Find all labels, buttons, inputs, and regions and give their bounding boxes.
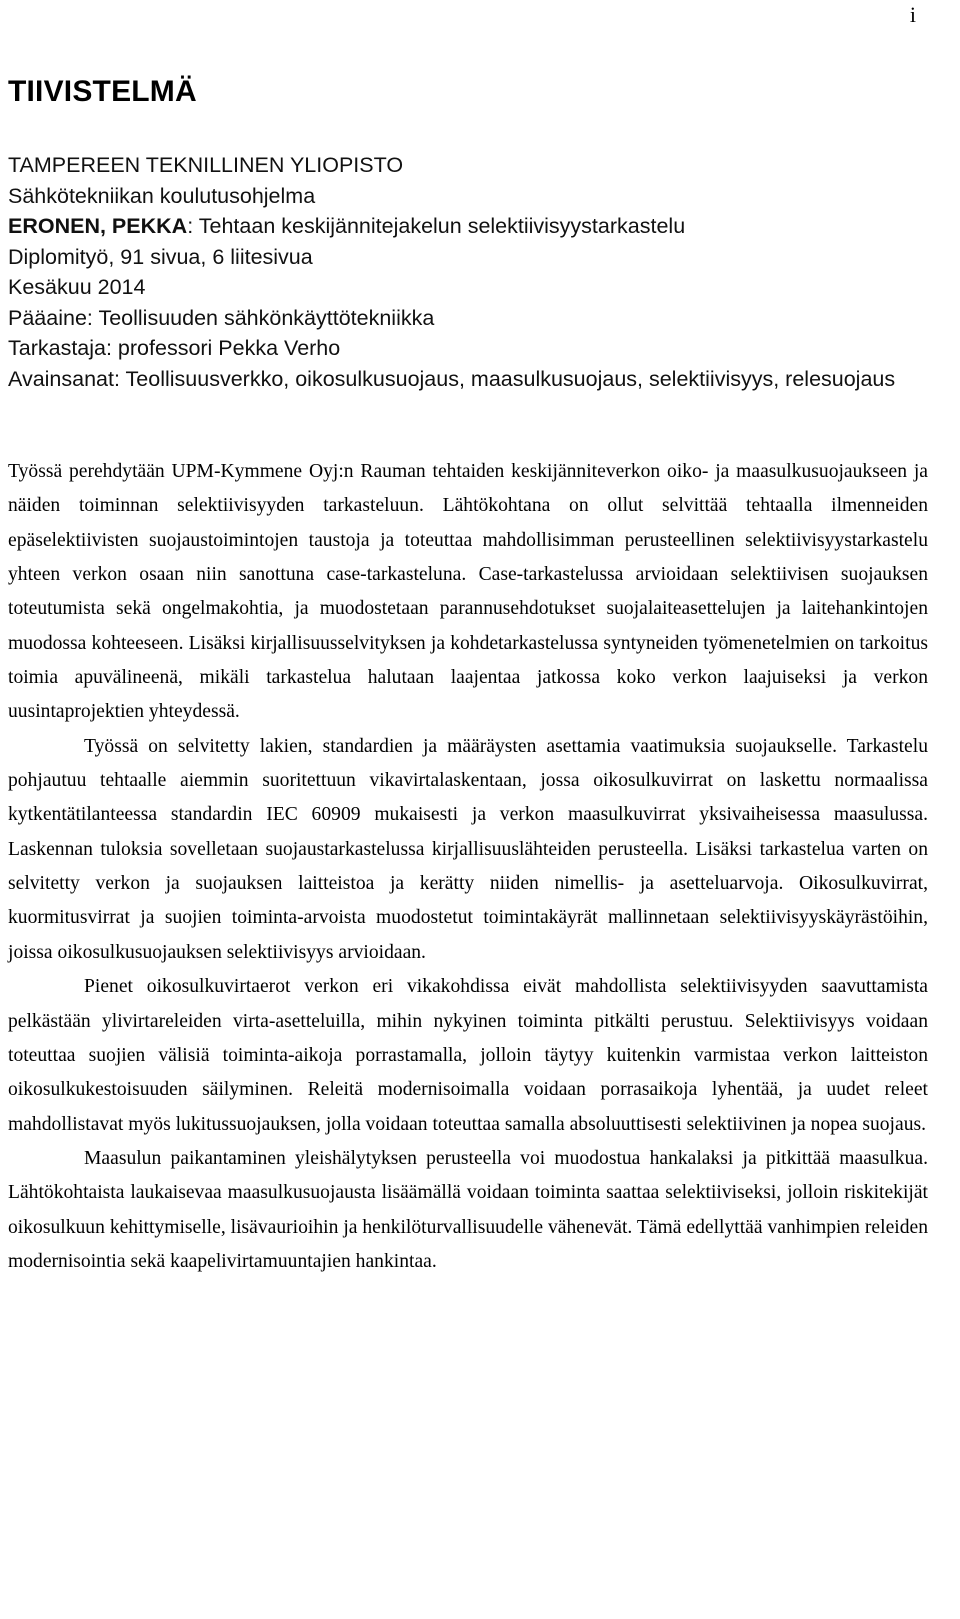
abstract-paragraph-1: Työssä perehdytään UPM-Kymmene Oyj:n Rauman tehtaiden keskijänniteverkon oiko- ja maasulkusuojaukseen ja näiden toiminnan selektiivisyyden tarkasteluun. Lähtökohtana on ollut selvittää tehtaalla ilmenneiden epäselektiivisten suojaustoimintojen taustoja ja toteuttaa mahdollisimman perusteellinen selektiivisyystarkastelu yhteen verkon osaan niin sanottuna case-tarkasteluna. Case-tarkastelussa arvioidaan selektiivisen suojauksen toteutumista sekä ongelmakohtia, ja muodostetaan parannusehdotukset suojalaiteasettelujen ja laitehankintojen muodossa kohteeseen. Lisäksi kirjallisuusselvityksen ja kohdetarkastelussa syntyneiden työmenetelmien on tarkoitus toimia apuvälineenä, mikäli tarkastelua halutaan laajentaa jatkossa koko verkon laajuiseksi ja verkon uusintaprojektien yhteydessä.	[8, 461, 928, 723]
abstract-paragraph-2: Työssä on selvitetty lakien, standardien ja määräysten asettamia vaatimuksia suojaukselle. Tarkastelu pohjautuu tehtaalle aiemmin suoritettuun vikavirtalaskentaan, jossa oikosulkuvirrat on laskettu normaalissa kytkentätilanteessa standardin IEC 60909 mukaisesti ja verkon maasulkuvirrat yksivaiheisessa maasulussa. Laskennan tuloksia sovelletaan suojaustarkastelussa kirjallisuuslähteiden perusteella. Lisäksi tarkastelua varten on selvitetty verkon ja suojauksen laitteistoa ja kerätty niiden nimellis- ja asetteluarvoja. Oikosulkuvirrat, kuormitusvirrat ja suojien toiminta-arvoista muodostetut toimintakäyrät mallinnetaan selektiivisyyskäyrästöihin, joissa oikosulkusuojauksen selektiivisyys arvioidaan.	[8, 735, 928, 963]
page-title: TIIVISTELMÄ	[8, 75, 197, 108]
page-number: i	[909, 2, 916, 27]
keywords: Avainsanat: Teollisuusverkko, oikosulkusuojaus, maasulkusuojaus, selektiivisyys, relesuojaus	[8, 366, 896, 391]
author-name: ERONEN, PEKKA	[8, 214, 188, 238]
author-and-title-line	[8, 211, 928, 242]
examiner: Tarkastaja: professori Pekka Verho	[8, 336, 341, 360]
thesis-title: : Tehtaan keskijännitejakelun selektiivisyystarkastelu	[187, 214, 686, 238]
abstract-body	[8, 455, 928, 1279]
degree-programme: Sähkötekniikan koulutusohjelma	[8, 183, 316, 208]
abstract-paragraph-4: Maasulun paikantaminen yleishälytyksen perusteella voi muodostua hankalaksi ja pitkittää maasulkua. Lähtökohtaista laukaisevaa maasulkusuojausta lisäämällä voidaan toiminta saattaa selektiiviseksi, jolloin riskitekijät oikosulkuun kehittymiselle, lisävaurioihin ja henkilöturvallisuudelle vähenevät. Tämä edellyttää vanhimpien releiden modernisointia sekä kaapelivirtamuuntajien hankintaa.	[8, 1147, 928, 1272]
university-name: TAMPEREEN TEKNILLINEN YLIOPISTO	[8, 153, 404, 177]
major-subject: Pääaine: Teollisuuden sähkönkäyttötekniikka	[8, 305, 435, 330]
page-count: Diplomityö, 91 sivua, 6 liitesivua	[8, 244, 313, 269]
publication-date: Kesäkuu 2014	[8, 275, 146, 299]
thesis-metadata	[8, 150, 928, 394]
abstract-paragraph-3: Pienet oikosulkuvirtaerot verkon eri vikakohdissa eivät mahdollista selektiivisyyden saavuttamista pelkästään ylivirtareleiden virta-asetteluilla, mihin nykyinen toiminta pitkälti perustuu. Selektiivisyys voidaan toteuttaa suojien välisiä toiminta-aikoja porrastamalla, jolloin täytyy kuitenkin varmistaa verkon laitteiston oikosulkukestoisuuden säilyminen. Releitä modernisoimalla voidaan porrasaikoja lyhentää, ja uudet releet mahdollistavat myös lukitussuojauksen, jolla voidaan toteuttaa samalla absoluuttisesti selektiivinen ja nopea suojaus.	[8, 976, 928, 1135]
